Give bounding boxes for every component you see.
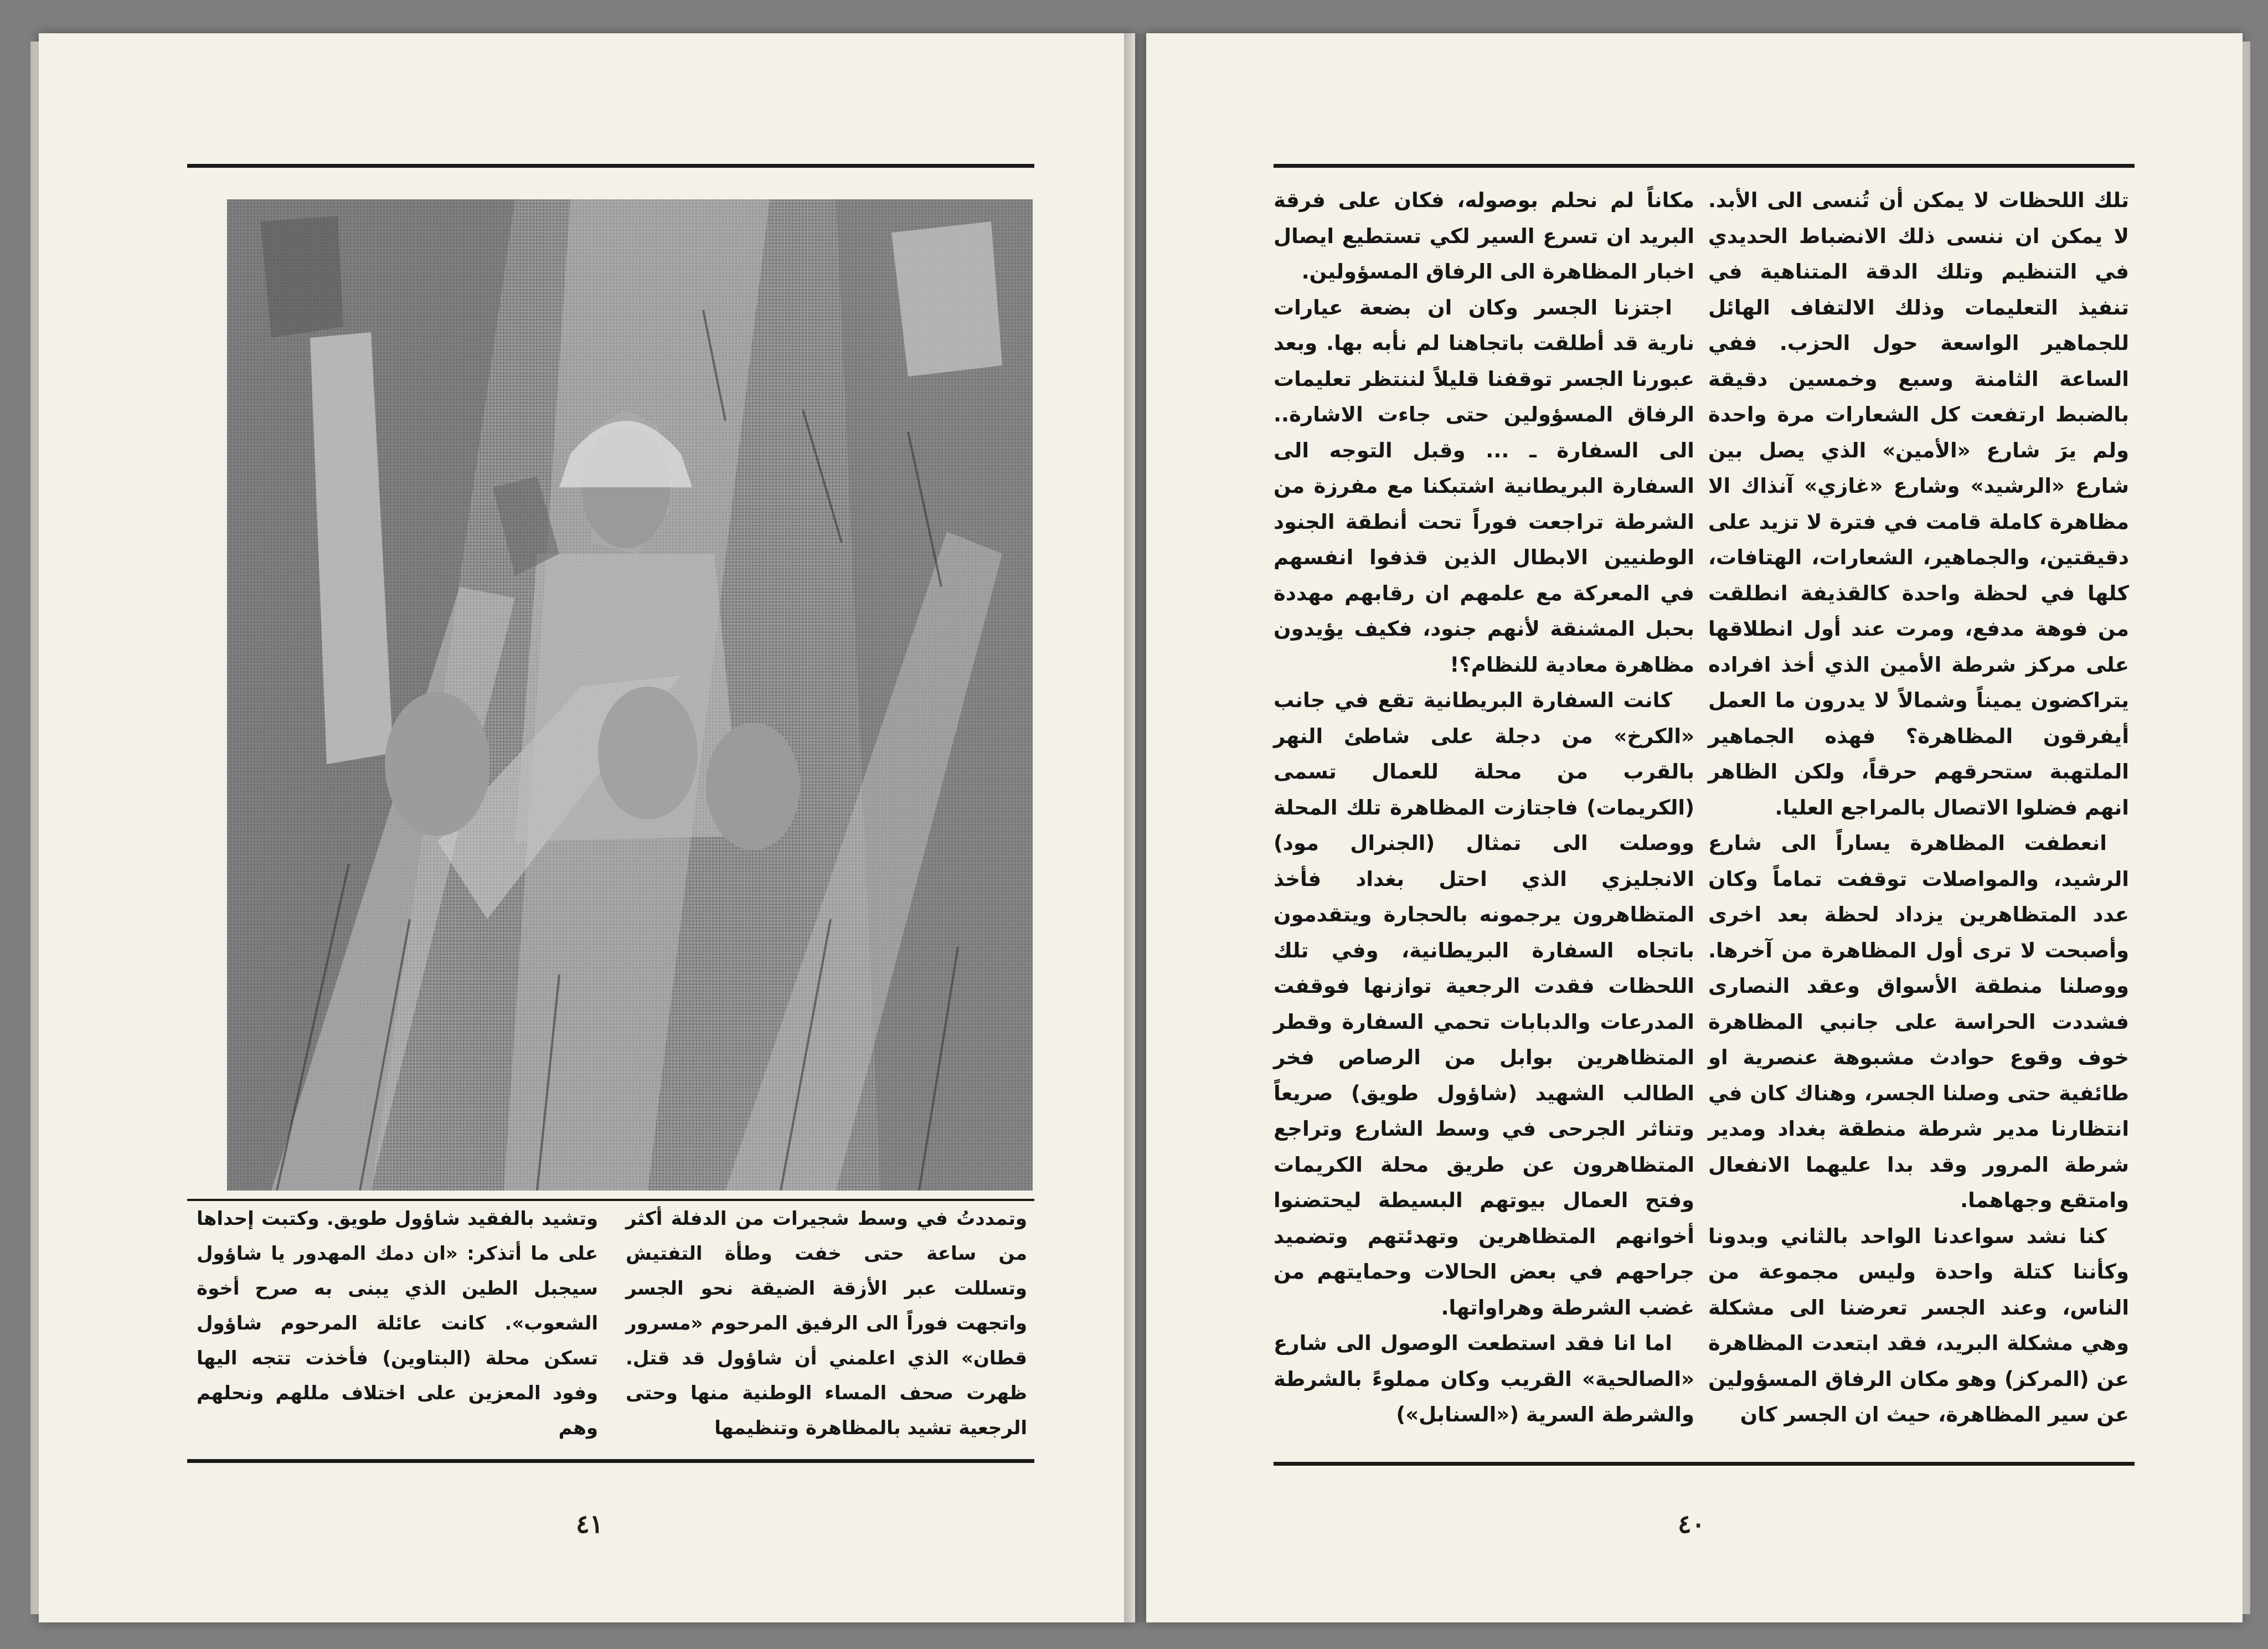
- top-rule: [187, 164, 1034, 168]
- text-column-left: [1274, 183, 1694, 1433]
- caption-left-text: وتشيد بالفقيد شاؤول طويق. وكتبت إحداها على ما أتذكر: «ان دمك المهدور يا شاؤول سيجبل الطين الذي يبنى به صرح أخوة الشعوب». كانت عائلة المرحوم شاؤول تسكن محلة (البتاوين) فأخذت تتجه اليها وفود المعزين على اختلاف مللهم ونحلهم وهم: [197, 1208, 598, 1439]
- paragraph: كانت السفارة البريطانية تقع في جانب «الكرخ» من دجلة على شاطئ النهر بالقرب من محلة للعمال تسمى (الكريمات) فاجتازت المظاهرة تلك المحلة ووصلت الى تمثال (الجنرال مود) الانجليزي الذي احتل بغداد فأخذ المتظاهرون يرجمونه بالحجارة ويتقدمون باتجاه السفارة البريطانية، وفي تلك اللحظات فقدت الرجعية توازنها فوقفت المدرعات والدبابات تحمي السفارة وقطر المتظاهرين بوابل من الرصاص فخر الطالب الشهيد (شاؤول طويق) صريعاً وتناثر الجرحى في وسط الشارع وتراجع المتظاهرون عن طريق محلة الكريمات وفتح العمال بيوتهم البسيطة ليحتضنوا أخوانهم المتظاهرين وتهدئتهم وتضميد جراحهم في بعض الحالات وحمايتهم من غضب الشرطة وهراواتها.: [1274, 688, 1694, 1320]
- book-edge-right: [2241, 42, 2250, 1614]
- right-page: [1146, 33, 2243, 1622]
- bottom-rule: [1274, 1462, 2135, 1466]
- caption-right-text: وتمددتُ في وسط شجيرات من الدفلة أكثر من ساعة حتى خفت وطأة التفتيش وتسللت عبر الأزقة الضيقة نحو الجسر واتجهت فوراً الى الرفيق المرحوم «مسرور قطان» الذي اعلمني أن شاؤول قد قتل. ظهرت صحف المساء الوطنية منها وحتى الرجعية تشيد بالمظاهرة وتنظيمها: [626, 1208, 1027, 1439]
- photo-bottom-rule: [187, 1199, 1034, 1201]
- paragraph: اما انا فقد استطعت الوصول الى شارع «الصالحية» القريب وكان مملوءً بالشرطة والشرطة السرية («السنابل»): [1274, 1331, 1694, 1426]
- left-page: [39, 33, 1135, 1622]
- bottom-rule: [187, 1459, 1034, 1463]
- page-number-left: ٤١: [576, 1509, 604, 1539]
- paragraph: مكاناً لم نحلم بوصوله، فكان على فرقة البريد ان تسرع السير لكي تستطيع ايصال اخبار المظاهرة الى الرفاق المسؤولين.: [1274, 188, 1694, 284]
- text-column-right: [1708, 183, 2129, 1433]
- caption-right-column: [626, 1202, 1027, 1446]
- paragraph: كنا نشد سواعدنا الواحد بالثاني وبدونا وكأننا كتلة واحدة وليس مجموعة من الناس، وعند الجسر تعرضنا الى مشكلة وهي مشكلة البريد، فقد ابتعدت المظاهرة عن (المركز) وهو مكان الرفاق المسؤولين عن سير المظاهرة، حيث ان الجسر كان: [1708, 1224, 2129, 1426]
- demonstration-photo: [227, 199, 1033, 1191]
- paragraph: انعطفت المظاهرة يساراً الى شارع الرشيد، والمواصلات توقفت تماماً وكان عدد المتظاهرين يزداد لحظة بعد اخرى وأصبحت لا ترى أول المظاهرة من آخرها. ووصلنا منطقة الأسواق وعقد النصارى فشددت الحراسة على جانبي المظاهرة خوف وقوع حوادث مشبوهة عنصرية او طائفية حتى وصلنا الجسر، وهناك كان في انتظارنا مدير شرطة منطقة بغداد ومدير شرطة المرور وقد بدا عليهما الانفعال وامتقع وجهاهما.: [1708, 831, 2129, 1212]
- top-rule: [1274, 164, 2135, 168]
- paragraph: تلك اللحظات لا يمكن أن تُنسى الى الأبد. لا يمكن ان ننسى ذلك الانضباط الحديدي في التنظيم وتلك الدقة المتناهية في تنفيذ التعليمات وذلك الالتفاف الهائل للجماهير الواسعة حول الحزب. ففي الساعة الثامنة وسبع وخمسين دقيقة بالضبط ارتفعت كل الشعارات مرة واحدة ولم يرَ شارع «الأمين» الذي يصل بين شارع «الرشيد» وشارع «غازي» آنذاك الا مظاهرة كاملة قامت في فترة لا تزيد على دقيقتين، والجماهير، الشعارات، الهتافات، كلها في لحظة واحدة كالقذيفة انطلقت من فوهة مدفع، ومرت عند أول انطلاقها على مركز شرطة الأمين الذي أخذ افراده يتراكضون يميناً وشمالاً لا يدرون ما العمل أيفرقون المظاهرة؟ فهذه الجماهير الملتهبة ستحرقهم حرقاً، ولكن الظاهر انهم فضلوا الاتصال بالمراجع العليا.: [1708, 188, 2129, 820]
- book-edge-left: [30, 42, 39, 1614]
- caption-left-column: [197, 1202, 598, 1446]
- page-number-right: ٤٠: [1678, 1509, 1705, 1539]
- paragraph: اجتزنا الجسر وكان ان بضعة عيارات نارية قد أطلقت باتجاهنا لم نأبه بها. وبعد عبورنا الجسر توقفنا قليلاً لننتظر تعليمات الرفاق المسؤولين حتى جاءت الاشارة.. الى السفارة ـ ... وقبل التوجه الى السفارة البريطانية اشتبكنا مع مفرزة من الشرطة تراجعت فوراً تحت أنطقة الجنود الوطنيين الابطال الذين قذفوا انفسهم في المعركة مع علمهم ان رقابهم مهددة بحبل المشنقة لأنهم جنود، فكيف يؤيدون مظاهرة معادية للنظام؟!: [1274, 295, 1694, 677]
